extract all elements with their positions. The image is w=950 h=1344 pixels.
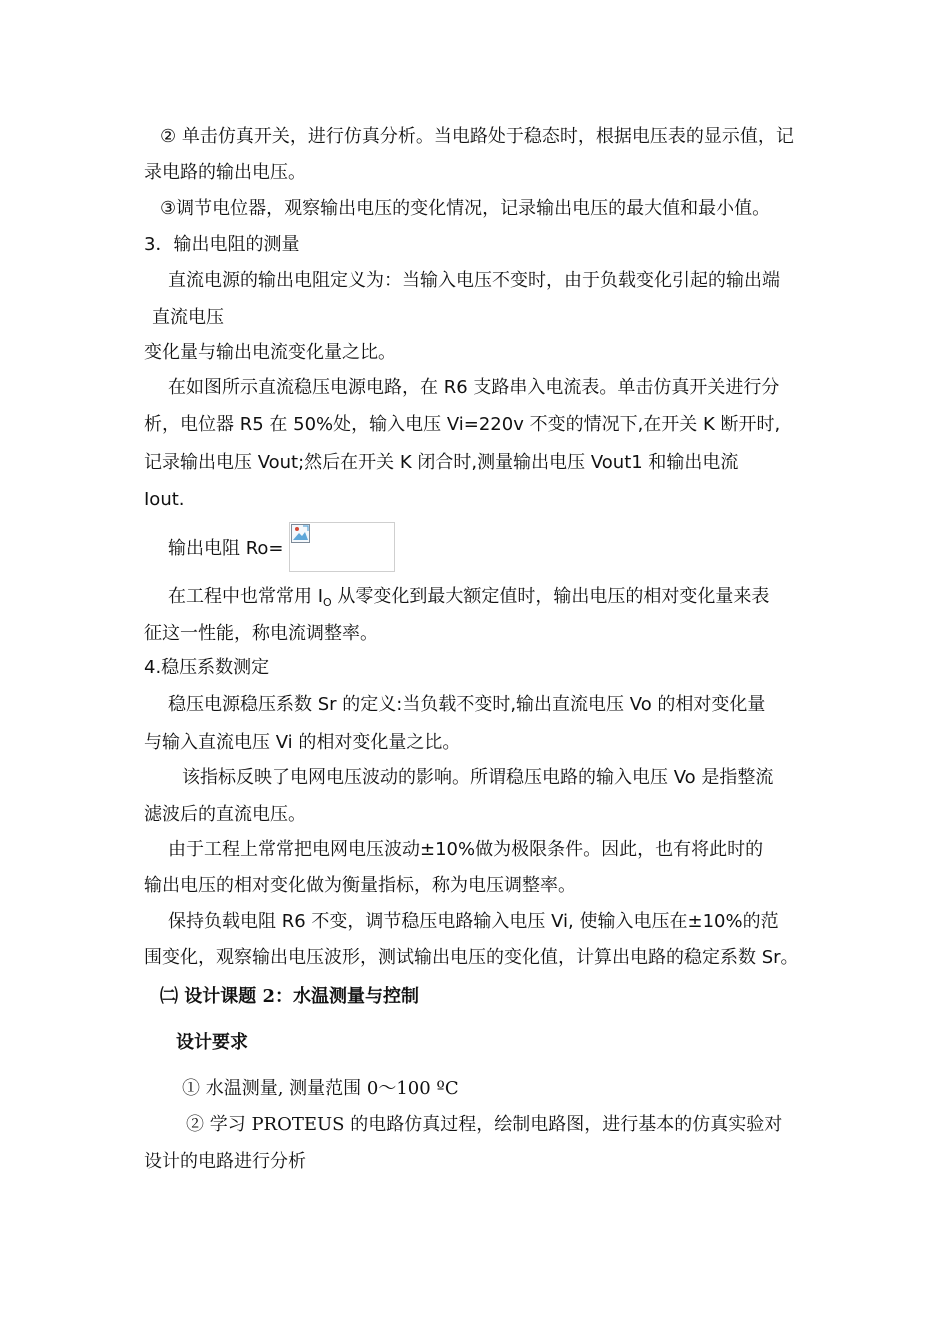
text-line: 记录输出电压 Vout;然后在开关 K 闭合时,测量输出电压 Vout1 和输出电流 <box>144 452 739 473</box>
text-line: 直流电压 <box>152 307 224 328</box>
text-line: ③调节电位器，观察输出电压的变化情况，记录输出电压的最大值和最小值。 <box>160 198 771 219</box>
text-line: 设计的电路进行分析 <box>144 1151 306 1172</box>
formula-image <box>289 522 395 572</box>
section-heading: 3．输出电阻的测量 <box>144 234 300 255</box>
text-line: 稳压电源稳压系数 Sr 的定义:当负载不变时,输出直流电压 Vo 的相对变化量 <box>168 694 766 715</box>
formula-label: 输出电阻 Ro= <box>168 538 284 559</box>
section-heading: ㈡ 设计课题 2：水温测量与控制 <box>160 986 420 1007</box>
text-line: 围变化，观察输出电压波形，测试输出电压的变化值，计算出电路的稳定系数 Sr。 <box>144 947 799 968</box>
section-heading: 4.稳压系数测定 <box>144 657 270 678</box>
text-line: ② 学习 PROTEUS 的电路仿真过程，绘制电路图，进行基本的仿真实验对 <box>186 1114 783 1135</box>
text-line: 在如图所示直流稳压电源电路，在 R6 支路串入电流表。单击仿真开关进行分 <box>168 377 780 398</box>
text-line: ② 单击仿真开关，进行仿真分析。当电路处于稳态时，根据电压表的显示值，记 <box>160 126 794 147</box>
broken-image-icon <box>291 524 310 543</box>
text-line: 与输入直流电压 Vi 的相对变化量之比。 <box>144 732 461 753</box>
text-line: ① 水温测量, 测量范围 0～100 ºC <box>182 1078 459 1099</box>
text-line: Iout. <box>144 489 185 510</box>
text-line: 由于工程上常常把电网电压波动±10%做为极限条件。因此，也有将此时的 <box>168 839 764 860</box>
text-line: 变化量与输出电流变化量之比。 <box>144 342 396 363</box>
subheading: 设计要求 <box>176 1032 248 1053</box>
text-line: 征这一性能，称电流调整率。 <box>144 623 378 644</box>
text-fragment: 在工程中也常常用 I <box>168 586 324 607</box>
text-line: 析，电位器 R5 在 50%处，输入电压 Vi=220v 不变的情况下,在开关 K 断开时, <box>144 414 781 435</box>
text-line: 保持负载电阻 R6 不变，调节稳压电路输入电压 Vi, 使输入电压在±10%的范 <box>168 911 779 932</box>
text-line: 录电路的输出电压。 <box>144 162 306 183</box>
text-line <box>168 585 769 615</box>
text-fragment: 从零变化到最大额定值时，输出电压的相对变化量来表 <box>331 586 770 607</box>
text-line: 该指标反映了电网电压波动的影响。所谓稳压电路的输入电压 Vo 是指整流 <box>182 767 774 788</box>
text-line: 滤波后的直流电压。 <box>144 804 306 825</box>
text-line: 输出电压的相对变化做为衡量指标，称为电压调整率。 <box>144 875 576 896</box>
subscript-o: O <box>323 596 332 609</box>
text-line: 直流电源的输出电阻定义为：当输入电压不变时，由于负载变化引起的输出端 <box>168 270 780 291</box>
